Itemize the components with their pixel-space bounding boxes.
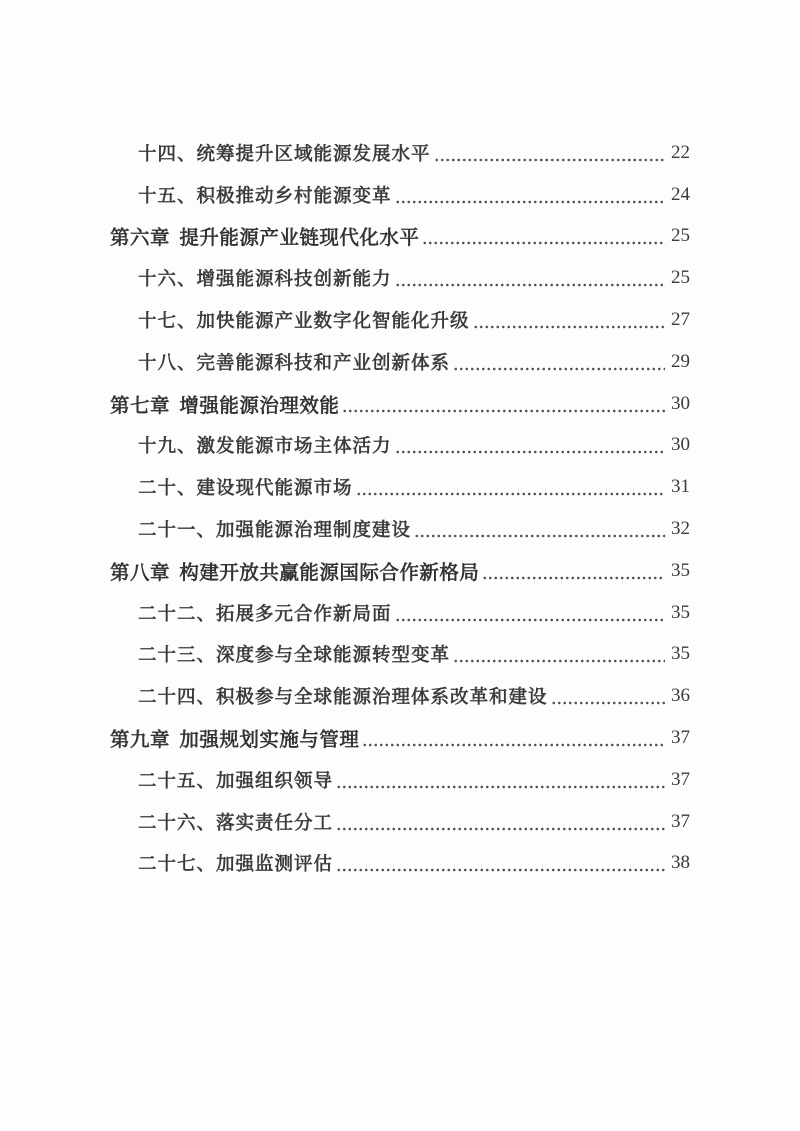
dot-leader [551,699,665,707]
toc-entry-label: 十四、统筹提升区域能源发展水平 [138,142,431,164]
dot-leader [414,532,665,540]
toc-item-entry [110,634,690,676]
dot-leader [356,490,665,498]
toc-entry-label: 二十四、积极参与全球能源治理体系改革和建设 [138,686,548,708]
toc-entry-page: 30 [671,434,690,456]
toc-entry-label: 二十二、拓展多元合作新局面 [138,602,392,624]
dot-leader [342,407,665,415]
dot-leader [473,323,665,331]
toc-item-entry [110,174,690,216]
toc-entry-label: 十五、积极推动乡村能源变革 [138,184,392,206]
toc-entry-page: 31 [671,476,690,498]
toc-entry-page: 30 [671,392,690,414]
dot-leader [336,783,665,791]
dot-leader [336,866,665,874]
toc-entry-page: 35 [671,643,690,665]
toc-item-entry [110,299,690,341]
toc-item-entry [110,341,690,383]
toc-entry-page: 25 [671,267,690,289]
toc-item-entry [110,592,690,634]
toc-entry-label: 第九章 加强规划实施与管理 [110,730,360,752]
toc-entry-label: 二十、建设现代能源市场 [138,477,353,499]
dot-leader [395,448,665,456]
toc-entry-label: 第七章 增强能源治理效能 [110,395,340,417]
toc-item-entry [110,843,690,885]
toc-entry-page: 35 [671,559,690,581]
toc-entry-page: 24 [671,183,690,205]
dot-leader [362,741,665,749]
toc-entry-page: 37 [671,810,690,832]
toc-entry-page: 37 [671,727,690,749]
dot-leader [395,198,665,206]
toc-item-entry [110,425,690,467]
toc-entry-label: 十九、激发能源市场主体活力 [138,435,392,457]
dot-leader [395,616,665,624]
toc-item-entry [110,759,690,801]
dot-leader [434,156,665,164]
toc-entry-page: 22 [671,141,690,163]
toc-chapter-entry [110,550,690,592]
toc-item-entry [110,675,690,717]
toc-entry-label: 十六、增强能源科技创新能力 [138,268,392,290]
toc-entry-label: 第六章 提升能源产业链现代化水平 [110,228,420,250]
dot-leader [453,657,665,665]
toc-chapter-entry [110,216,690,258]
dot-leader [453,365,665,373]
dot-leader [482,574,665,582]
toc-entry-page: 37 [671,768,690,790]
toc-entry-label: 二十七、加强监测评估 [138,853,334,875]
toc-chapter-entry [110,717,690,759]
toc-entry-label: 第八章 构建开放共赢能源国际合作新格局 [110,562,480,584]
toc-chapter-entry [110,383,690,425]
dot-leader [395,281,665,289]
toc-entry-label: 二十三、深度参与全球能源转型变革 [138,644,451,666]
toc-item-entry [110,508,690,550]
toc-entry-page: 27 [671,309,690,331]
toc-entry-label: 二十六、落实责任分工 [138,811,334,833]
toc-entry-page: 35 [671,601,690,623]
toc-entry-label: 十七、加快能源产业数字化智能化升级 [138,310,470,332]
toc-entry-label: 二十一、加强能源治理制度建设 [138,519,412,541]
toc-entry-page: 25 [671,225,690,247]
toc-item-entry [110,132,690,174]
toc-entry-page: 29 [671,350,690,372]
table-of-contents [110,132,690,884]
dot-leader [336,825,665,833]
toc-entry-page: 36 [671,685,690,707]
toc-item-entry [110,801,690,843]
toc-entry-page: 32 [671,518,690,540]
toc-entry-label: 二十五、加强组织领导 [138,769,334,791]
toc-entry-page: 38 [671,852,690,874]
toc-item-entry [110,466,690,508]
toc-item-entry [110,257,690,299]
toc-entry-label: 十八、完善能源科技和产业创新体系 [138,351,451,373]
dot-leader [422,239,665,247]
